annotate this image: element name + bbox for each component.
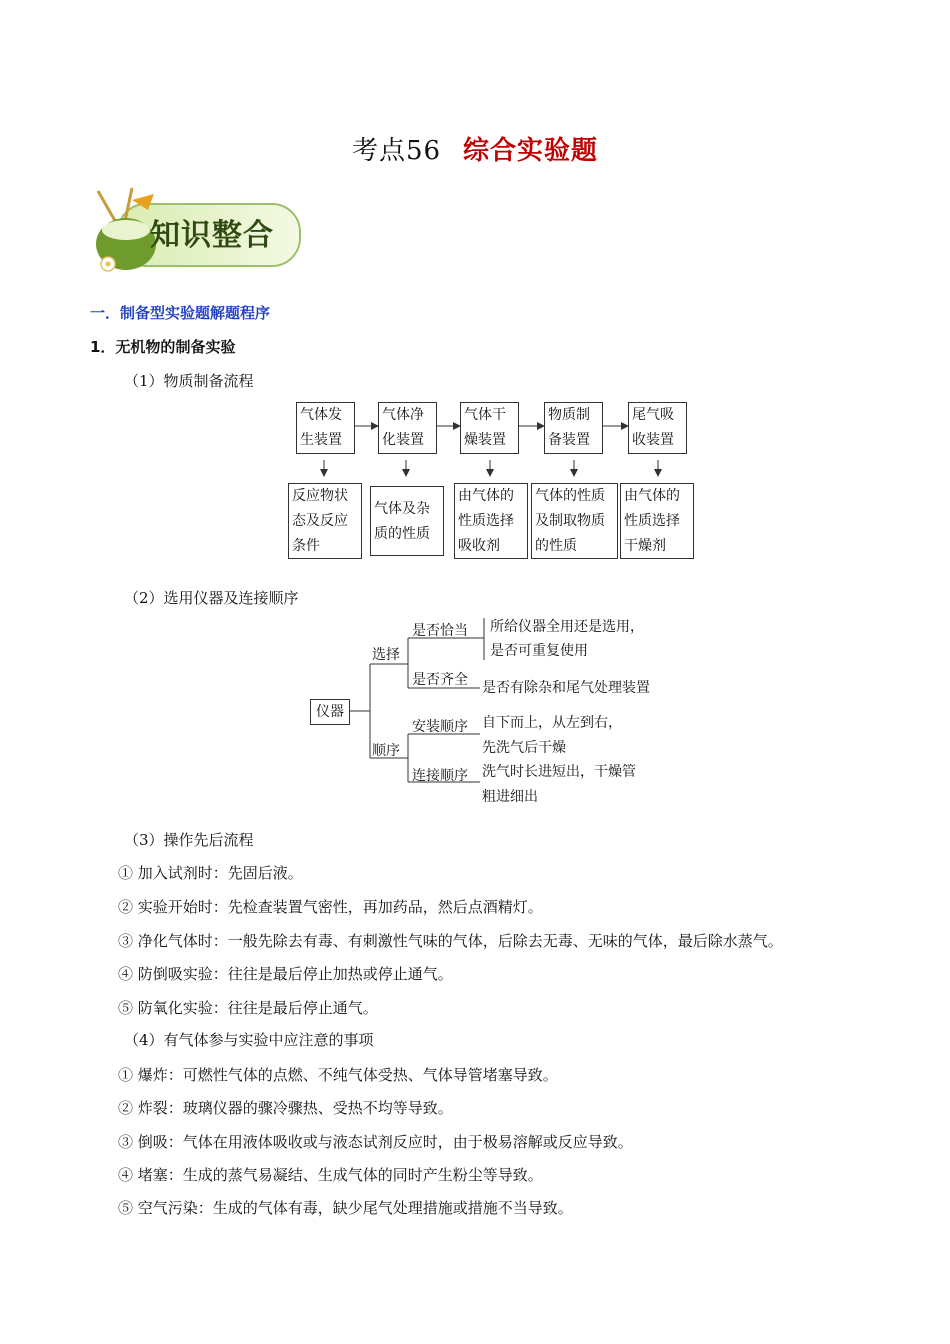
list-item: ⑤ 空气污染：生成的气体有毒，缺少尾气处理措施或措施不当导致。 xyxy=(118,1199,573,1217)
list-item: ② 炸裂：玻璃仪器的骤冷骤热、受热不均等导致。 xyxy=(118,1099,453,1117)
flow-note-reactant-state: 反应物状态及反应条件 xyxy=(288,483,362,559)
tree-root-instrument: 仪器 xyxy=(310,699,350,725)
list-item: ③ 净化气体时：一般先除去有毒、有刺激性气味的气体，后除去无毒、无味的气体，最后除水蒸气。 xyxy=(118,932,783,950)
part4-heading: （4）有气体参与实验中应注意的事项 xyxy=(124,1031,374,1049)
list-item: ③ 倒吸：气体在用液体吸收或与液态试剂反应时，由于极易溶解或反应导致。 xyxy=(118,1133,633,1151)
section-heading: 一．制备型实验题解题程序 xyxy=(90,304,271,322)
flow-note-impurity-properties: 气体及杂质的性质 xyxy=(370,486,444,556)
tree-a-appropriate-1: 所给仪器全用还是选用， xyxy=(490,619,644,635)
tree-branch-select: 选择 xyxy=(372,647,400,663)
tree-a-connect-1: 洗气时长进短出，干燥管 xyxy=(482,764,636,780)
title-number: 考点56 xyxy=(351,136,442,166)
tree-q-connect-order: 连接顺序 xyxy=(412,768,468,784)
tree-q-complete: 是否齐全 xyxy=(412,672,468,688)
list-item: ⑤ 防氧化实验：往往是最后停止通气。 xyxy=(118,999,378,1017)
flow-step-gas-drying: 气体干燥装置 xyxy=(460,402,519,454)
flow-step-gas-purification: 气体净化装置 xyxy=(378,402,437,454)
flow-note-select-desiccant: 由气体的性质选择干燥剂 xyxy=(620,483,694,559)
flow-step-substance-preparation: 物质制备装置 xyxy=(544,402,603,454)
flow-step-gas-generation: 气体发生装置 xyxy=(296,402,355,454)
list-item: ② 实验开始时：先检查装置气密性，再加药品，然后点酒精灯。 xyxy=(118,898,543,916)
tree-a-connect-2: 粗进细出 xyxy=(482,789,538,805)
banner-text: 知识整合 xyxy=(150,218,274,253)
tree-a-appropriate-2: 是否可重复使用 xyxy=(490,643,588,659)
subsection-heading: 1．无机物的制备实验 xyxy=(90,338,236,356)
flow-note-product-properties: 气体的性质及制取物质的性质 xyxy=(531,483,618,559)
list-item: ① 爆炸：可燃性气体的点燃、不纯气体受热、气体导管堵塞导致。 xyxy=(118,1066,558,1084)
flow-note-select-absorbent: 由气体的性质选择吸收剂 xyxy=(454,483,528,559)
tree-q-install-order: 安装顺序 xyxy=(412,719,468,735)
part3-heading: （3）操作先后流程 xyxy=(124,831,254,849)
tree-a-install-1: 自下而上，从左到右， xyxy=(482,715,622,731)
list-item: ① 加入试剂时：先固后液。 xyxy=(118,864,303,882)
title-subject: 综合实验题 xyxy=(463,136,599,166)
part2-heading: （2）选用仪器及连接顺序 xyxy=(124,589,299,607)
flow-step-tail-gas-absorption: 尾气吸收装置 xyxy=(628,402,687,454)
tree-a-install-2: 先洗气后干燥 xyxy=(482,740,566,756)
list-item: ④ 堵塞：生成的蒸气易凝结、生成气体的同时产生粉尘等导致。 xyxy=(118,1166,543,1184)
part1-heading: （1）物质制备流程 xyxy=(124,372,254,390)
tree-q-appropriate: 是否恰当 xyxy=(412,623,468,639)
tree-a-complete: 是否有除杂和尾气处理装置 xyxy=(482,680,650,696)
tree-branch-order: 顺序 xyxy=(372,743,400,759)
list-item: ④ 防倒吸实验：往往是最后停止加热或停止通气。 xyxy=(118,965,453,983)
